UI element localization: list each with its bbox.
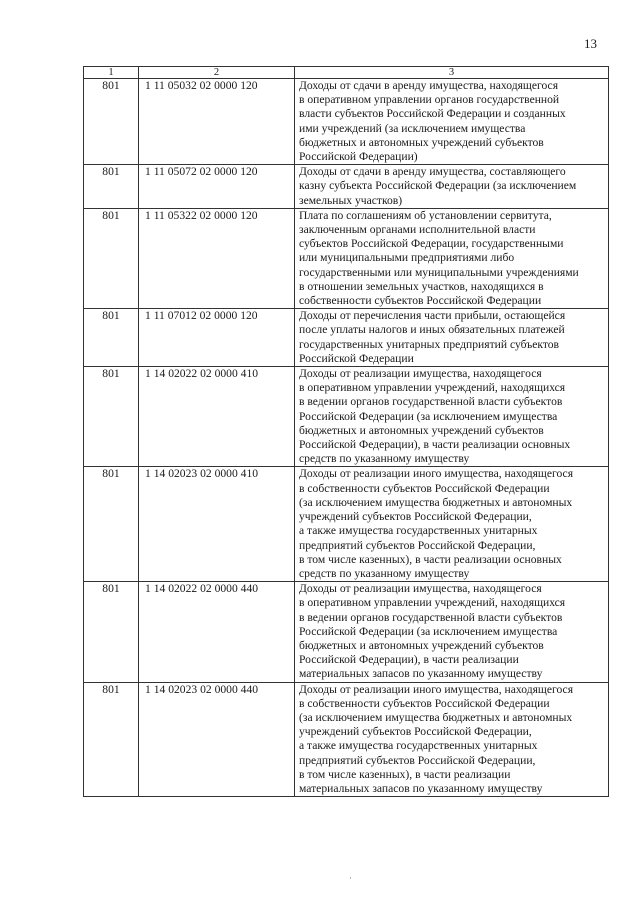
budget-code-cell: 1 11 05072 02 0000 120 xyxy=(139,165,295,209)
admin-code-cell: 801 xyxy=(84,682,139,797)
admin-code-cell: 801 xyxy=(84,309,139,367)
budget-code-cell: 1 14 02022 02 0000 440 xyxy=(139,582,295,682)
budget-code-cell: 1 14 02023 02 0000 440 xyxy=(139,682,295,797)
description-line: государственных унитарных предприятий субъектов xyxy=(299,337,560,351)
description-line: Российской Федерации) xyxy=(299,150,418,164)
table-row xyxy=(84,165,609,209)
description-line: в том числе казенных), в части реализации xyxy=(299,767,511,781)
description-line: Российской Федерации), в части реализации xyxy=(299,653,519,667)
description-line: средств по указанному имуществу xyxy=(299,566,470,580)
revenue-description-cell xyxy=(295,208,609,308)
revenue-description-cell xyxy=(295,367,609,467)
description-line: в ведении органов государственной власти субъектов xyxy=(299,610,563,624)
description-line: материальных запасов по указанному имуществу xyxy=(299,781,543,795)
description-line: Доходы от реализации иного имущества, находящегося xyxy=(299,467,574,481)
description-line: в ведении органов государственной власти субъектов xyxy=(299,395,563,409)
admin-code-cell: 801 xyxy=(84,165,139,209)
table-row xyxy=(84,367,609,467)
description-line: ими учреждений (за исключением имущества xyxy=(299,121,526,135)
description-line: бюджетных и автономных учреждений субъектов xyxy=(299,423,544,437)
description-line: заключенным органами исполнительной власти xyxy=(299,223,536,237)
description-line: учреждений субъектов Российской Федерации, xyxy=(299,725,532,739)
description-line: государственными или муниципальными учреждениями xyxy=(299,265,579,279)
description-line: собственности субъектов Российской Федерации xyxy=(299,294,542,308)
description-line: земельных участков) xyxy=(299,193,403,207)
description-line: материальных запасов по указанному имуществу xyxy=(299,667,543,681)
revenue-code-table xyxy=(83,66,609,797)
scan-speck: · xyxy=(349,873,352,883)
revenue-description-cell xyxy=(295,309,609,367)
budget-code-cell: 1 11 07012 02 0000 120 xyxy=(139,309,295,367)
admin-code-cell: 801 xyxy=(84,582,139,682)
description-line: Российской Федерации (за исключением имущества xyxy=(299,624,558,638)
column-header-3: 3 xyxy=(295,67,609,79)
revenue-description-cell xyxy=(295,682,609,797)
description-line: в оперативном управлении органов государственной xyxy=(299,93,560,107)
description-line: субъектов Российской Федерации, государственными xyxy=(299,237,564,251)
description-line: казну субъекта Российской Федерации (за исключением xyxy=(299,179,577,193)
description-line: предприятий субъектов Российской Федерации, xyxy=(299,753,536,767)
table-body xyxy=(84,79,609,797)
description-line: Российской Федерации (за исключением имущества xyxy=(299,409,558,423)
table-row xyxy=(84,467,609,582)
description-line: Доходы от реализации имущества, находящегося xyxy=(299,367,542,381)
description-line: а также имущества государственных унитарных xyxy=(299,739,538,753)
description-line: (за исключением имущества бюджетных и автономных xyxy=(299,495,573,509)
description-line: в оперативном управлении учреждений, находящихся xyxy=(299,596,566,610)
description-line: власти субъектов Российской Федерации и созданных xyxy=(299,107,566,121)
column-header-2: 2 xyxy=(139,67,295,79)
revenue-description-cell xyxy=(295,582,609,682)
revenue-description-cell xyxy=(295,165,609,209)
description-line: Доходы от сдачи в аренду имущества, находящегося xyxy=(299,79,559,92)
table-row xyxy=(84,79,609,165)
description-line: в собственности субъектов Российской Федерации xyxy=(299,481,550,495)
description-line: учреждений субъектов Российской Федерации, xyxy=(299,510,532,524)
admin-code-cell: 801 xyxy=(84,367,139,467)
table-row xyxy=(84,582,609,682)
description-line: в собственности субъектов Российской Федерации xyxy=(299,696,550,710)
budget-code-cell: 1 11 05322 02 0000 120 xyxy=(139,208,295,308)
table-row xyxy=(84,309,609,367)
budget-code-cell: 1 11 05032 02 0000 120 xyxy=(139,79,295,165)
budget-code-cell: 1 14 02022 02 0000 410 xyxy=(139,367,295,467)
description-line: (за исключением имущества бюджетных и автономных xyxy=(299,710,573,724)
admin-code-cell: 801 xyxy=(84,79,139,165)
description-line: Российской Федерации xyxy=(299,351,414,365)
description-line: бюджетных и автономных учреждений субъектов xyxy=(299,638,544,652)
description-line: Доходы от сдачи в аренду имущества, составляющего xyxy=(299,165,566,179)
revenue-description-cell xyxy=(295,79,609,165)
table-header-row xyxy=(84,67,609,79)
page-number: 13 xyxy=(584,36,597,51)
description-line: Плата по соглашениям об установлении сервитута, xyxy=(299,208,552,222)
description-line: предприятий субъектов Российской Федерации, xyxy=(299,538,536,552)
description-line: Доходы от перечисления части прибыли, остающейся xyxy=(299,309,566,323)
description-line: бюджетных и автономных учреждений субъектов xyxy=(299,135,544,149)
column-header-1: 1 xyxy=(84,67,139,79)
budget-code-cell: 1 14 02023 02 0000 410 xyxy=(139,467,295,582)
description-line: после уплаты налогов и иных обязательных платежей xyxy=(299,323,565,337)
description-line: в отношении земельных участков, находящихся в xyxy=(299,279,544,293)
description-line: Доходы от реализации имущества, находящегося xyxy=(299,582,542,596)
description-line: Российской Федерации), в части реализации основных xyxy=(299,438,571,452)
description-line: в оперативном управлении учреждений, находящихся xyxy=(299,381,566,395)
admin-code-cell: 801 xyxy=(84,467,139,582)
description-line: в том числе казенных), в части реализации основных xyxy=(299,552,562,566)
description-line: или муниципальными предприятиями либо xyxy=(299,251,515,265)
admin-code-cell: 801 xyxy=(84,208,139,308)
table-row xyxy=(84,682,609,797)
description-line: а также имущества государственных унитарных xyxy=(299,524,538,538)
table-row xyxy=(84,208,609,308)
revenue-description-cell xyxy=(295,467,609,582)
description-line: Доходы от реализации иного имущества, находящегося xyxy=(299,682,574,696)
description-line: средств по указанному имуществу xyxy=(299,452,470,466)
